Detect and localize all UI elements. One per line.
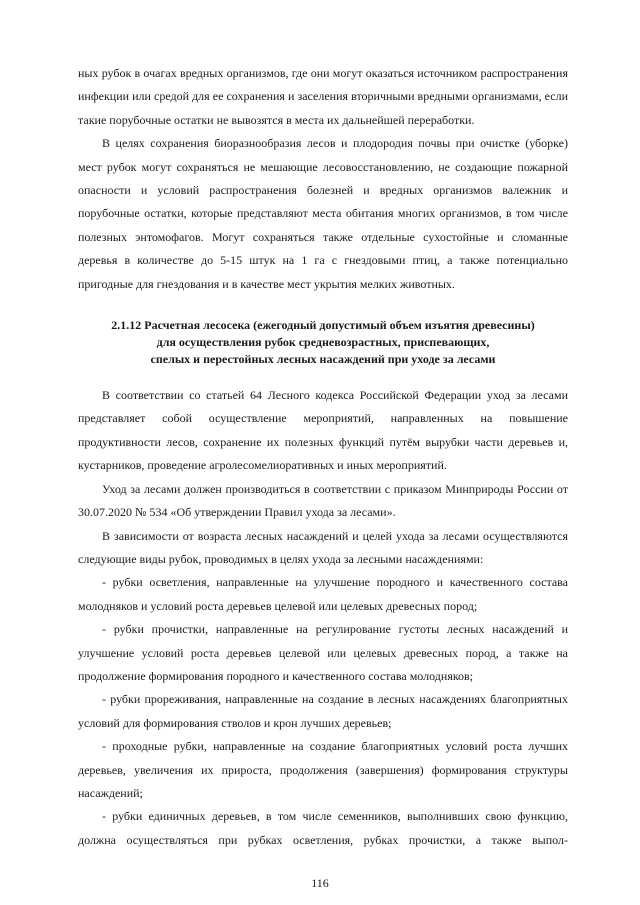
paragraph-continuation: ных рубок в очагах вредных организмов, где они могут оказаться источником распространения инфекции или средой для ее сохранения и заселения вторичными вредными организмами, если такие порубочные остатки не вывозятся в места их дальнейшей переработки.: [78, 66, 568, 127]
section-heading: [78, 317, 568, 368]
paragraph-biodiversity: В целях сохранения биоразнообразия лесов и плодородия почвы при очистке (уборке) мест рубок могут сохраняться не мешающие лесовосстановлению, не создающие пожарной опасности и условий распространения болезней и вредных организмов валежник и порубочные остатки, которые представляют места обитания многих организмов, в том числе полезных энтомофагов. Могут сохраняться также отдельные сухостойные и сломанные деревья в количестве до 5-15 штук на 1 га с гнездовыми птиц, а также потенциально пригодные для гнездования и в качестве мест укрытия мелких животных.: [78, 136, 568, 291]
paragraph-order: Уход за лесами должен производиться в соответствии с приказом Минприроды России от 30.07.2020 № 534 «Об утверждении Правил ухода за лесами».: [78, 481, 568, 520]
list-item-single-trees: - рубки единичных деревьев, в том числе семенников, выполнивших свою функцию, должна осуществляться при рубках осветления, рубках прочистки, а также выпол-: [78, 809, 568, 847]
list-item-clearing: - рубки осветления, направленные на улучшение породного и качественного состава молодняков и условий роста деревьев целевой или целевых древесных пород;: [78, 575, 568, 613]
heading-line-1: 2.1.12 Расчетная лесосека (ежегодный допустимый объем изъятия древесины): [111, 318, 535, 333]
paragraph-forest-code: В соответствии со статьей 64 Лесного кодекса Российской Федерации уход за лесами представляет собой осуществление мероприятий, направленных на повышение продуктивности лесов, сохранение их полезных функций путём вырубки части деревьев и, кустарников, проведение агролесомелиоративных и иных мероприятий.: [78, 388, 568, 473]
document-page: [78, 62, 568, 852]
list-item-passage-cuttings: - проходные рубки, направленные на создание благоприятных условий роста лучших деревьев, увеличения их прироста, продолжения (завершения) формирования структуры насаждений;: [78, 739, 568, 800]
page-number: 116: [311, 876, 329, 890]
list-item-cleaning: - рубки прочистки, направленные на регулирование густоты лесных насаждений и улучшение условий роста деревьев целевой или целевых древесных пород, а также на продолжение формирования породного и качественного состава молодняков;: [78, 622, 568, 683]
heading-line-3: спелых и перестойных лесных насаждений при уходе за лесами: [150, 352, 496, 367]
paragraph-cutting-types: В зависимости от возраста лесных насаждений и целей ухода за лесами осуществляются следующие виды рубок, проводимых в целях ухода за лесными насаждениями:: [78, 528, 568, 566]
list-item-thinning: - рубки прореживания, направленные на создание в лесных насаждениях благоприятных условий для формирования стволов и крон лучших деревьев;: [78, 692, 568, 730]
heading-line-2: для осуществления рубок средневозрастных, приспевающих,: [156, 335, 490, 350]
